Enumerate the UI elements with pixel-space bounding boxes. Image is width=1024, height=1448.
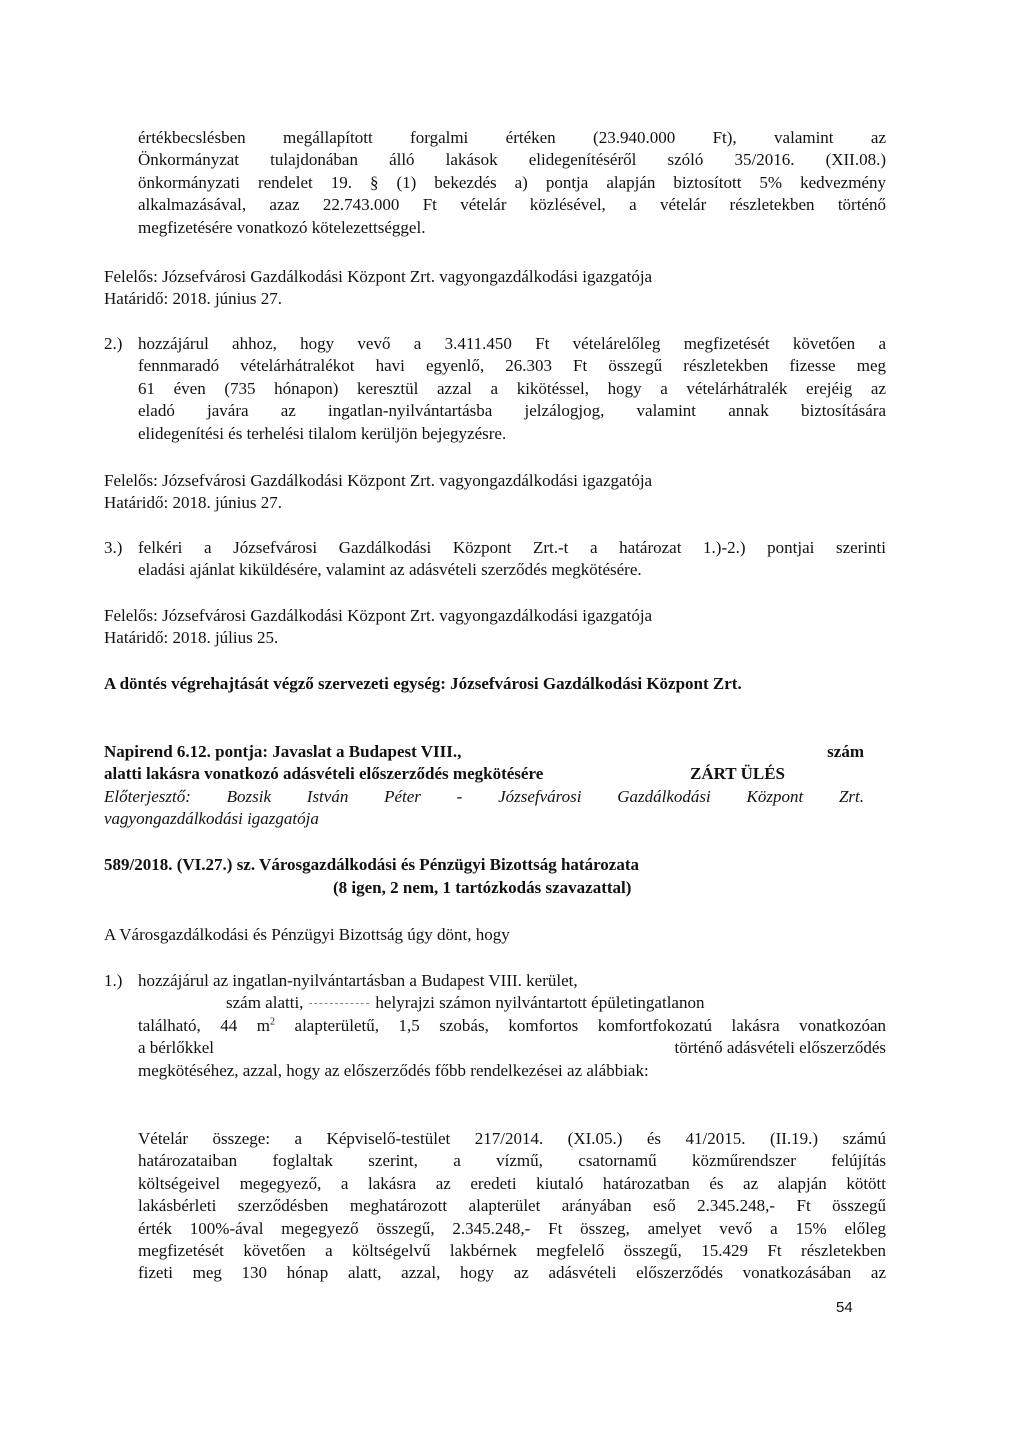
responsibility-block [104, 605, 652, 650]
intro-paragraph [138, 127, 886, 239]
item-line: elidegenítési és terhelési tilalom kerüljön bejegyzésre. [138, 423, 507, 443]
responsible-text: Felelős: Józsefvárosi Gazdálkodási Központ Zrt. vagyongazdálkodási igazgatója [104, 606, 653, 625]
item-line [138, 1015, 886, 1037]
superscript: 2 [270, 1016, 276, 1028]
price-line: megfizetését követően a költségelvű lakbérnek megfelelő összegű, 15.429 Ft részletekben [138, 1241, 886, 1261]
item-line: fennmaradó vételárhátralékot havi egyenlő, 26.303 Ft összegű részletekben fizesse meg [138, 356, 886, 376]
redaction-mark [309, 1003, 369, 1007]
item-number: 2.) [104, 334, 123, 353]
presenter-line: Előterjesztő: Bozsik István Péter - Józsefvárosi Gazdálkodási Központ Zrt. [104, 787, 864, 806]
item-line: megkötéséhez, azzal, hogy az előszerződés főbb rendelkezései az alábbiak: [138, 1060, 649, 1080]
deadline-text: Határidő: 2018. július 25. [104, 628, 279, 648]
item-line-part: helyrajzi számon nyilvántartott épületingatlanon [375, 993, 705, 1013]
responsibility-block [104, 266, 652, 311]
resolution-votes: (8 igen, 2 nem, 1 tartózkodás szavazattal) [333, 878, 632, 897]
closed-session-label: ZÁRT ÜLÉS [690, 764, 785, 784]
item-line: 61 éven (735 hónapon) keresztül azzal a kikötéssel, hogy a vételárhátralék erejéig az [138, 378, 886, 398]
item-line-part: a bérlőkkel [138, 1038, 214, 1058]
deadline-text: Határidő: 2018. június 27. [104, 493, 283, 513]
item-number: 1.) [104, 971, 123, 990]
item-number: 3.) [104, 538, 123, 557]
agenda-line1-left: Napirend 6.12. pontja: Javaslat a Budapest VIII., [104, 742, 462, 761]
intro-line: megfizetésére vonatkozó kötelezettséggel. [138, 217, 426, 237]
price-line: határozataiban foglaltak szerint, a vízmű, csatornamű közműrendszer felújítás [138, 1151, 886, 1171]
price-line: költségeivel megegyező, a lakásra az eredeti kiutaló határozatban és az alapján kötött [138, 1173, 886, 1193]
intro-line: önkormányzati rendelet 19. § (1) bekezdés a) pontja alapján biztosított 5% kedvezmény [138, 172, 886, 192]
item-line: felkéri a Józsefvárosi Gazdálkodási Központ Zrt.-t a határozat 1.)-2.) pontjai szerinti [138, 538, 886, 557]
intro-line: alkalmazásával, azaz 22.743.000 Ft vételár közlésével, a vételár részletekben történő [138, 195, 886, 215]
page-number: 54 [836, 1299, 853, 1316]
item-line: eladó javára az ingatlan-nyilvántartásba jelzálogjog, valamint annak biztosítására [138, 401, 886, 421]
resolution-title: 589/2018. (VI.27.) sz. Városgazdálkodási és Pénzügyi Bizottság határozata [104, 855, 640, 874]
item-line [138, 992, 886, 1014]
agenda-line1-right: szám [827, 742, 864, 761]
item-line-part: szám alatti, [226, 993, 304, 1013]
intro-line: értékbecslésben megállapított forgalmi értéken (23.940.000 Ft), valamint az [138, 128, 886, 147]
executor-heading: A döntés végrehajtását végző szervezeti egység: Józsefvárosi Gazdálkodási Központ Zrt. [104, 674, 742, 693]
responsibility-block [104, 470, 652, 515]
price-line: érték 100%-ával megegyező összegű, 2.345.248,- Ft összeg, amelyet vevő a 15% előleg [138, 1218, 886, 1238]
item-line-part: alapterületű, 1,5 szobás, komfortos komfortfokozatú lakásra vonatkozóan [275, 1015, 886, 1035]
price-line: Vételár összege: a Képviselő-testület 217/2014. (XI.05.) és 41/2015. (II.19.) számú [138, 1129, 886, 1148]
item-line-part: történő adásvételi előszerződés [674, 1038, 886, 1058]
item-line: hozzájárul az ingatlan-nyilvántartásban a Budapest VIII. kerület, [138, 971, 578, 990]
item-line: hozzájárul ahhoz, hogy vevő a 3.411.450 Ft vételárelőleg megfizetését követően a [138, 334, 886, 353]
deadline-text: Határidő: 2018. június 27. [104, 289, 283, 309]
item-3 [104, 537, 886, 582]
responsible-text: Felelős: Józsefvárosi Gazdálkodási Központ Zrt. vagyongazdálkodási igazgatója [104, 471, 653, 490]
item-line: eladási ajánlat kiküldésére, valamint az adásvételi szerződés megkötésére. [138, 560, 642, 580]
item-line-part: található, 44 m [138, 1015, 271, 1035]
price-line: fizeti meg 130 hónap alatt, azzal, hogy az adásvételi előszerződés vonatkozásában az [138, 1263, 886, 1283]
item-line [138, 1037, 886, 1059]
agenda-title [104, 741, 864, 786]
item-2 [104, 333, 886, 445]
resolution-intro: A Városgazdálkodási és Pénzügyi Bizottság úgy dönt, hogy [104, 925, 510, 944]
presenter-line: vagyongazdálkodási igazgatója [104, 809, 319, 829]
intro-line: Önkormányzat tulajdonában álló lakások elidegenítéséről szóló 35/2016. (XII.08.) [138, 150, 886, 170]
price-paragraph [138, 1128, 886, 1285]
presenter [104, 786, 864, 831]
price-line: lakásbérleti szerződésben meghatározott alapterület arányában eső 2.345.248,- Ft összegű [138, 1196, 886, 1216]
item-1 [104, 970, 886, 1082]
agenda-line2-left: alatti lakásra vonatkozó adásvételi előszerződés megkötésére [104, 764, 544, 784]
responsible-text: Felelős: Józsefvárosi Gazdálkodási Központ Zrt. vagyongazdálkodási igazgatója [104, 267, 653, 286]
